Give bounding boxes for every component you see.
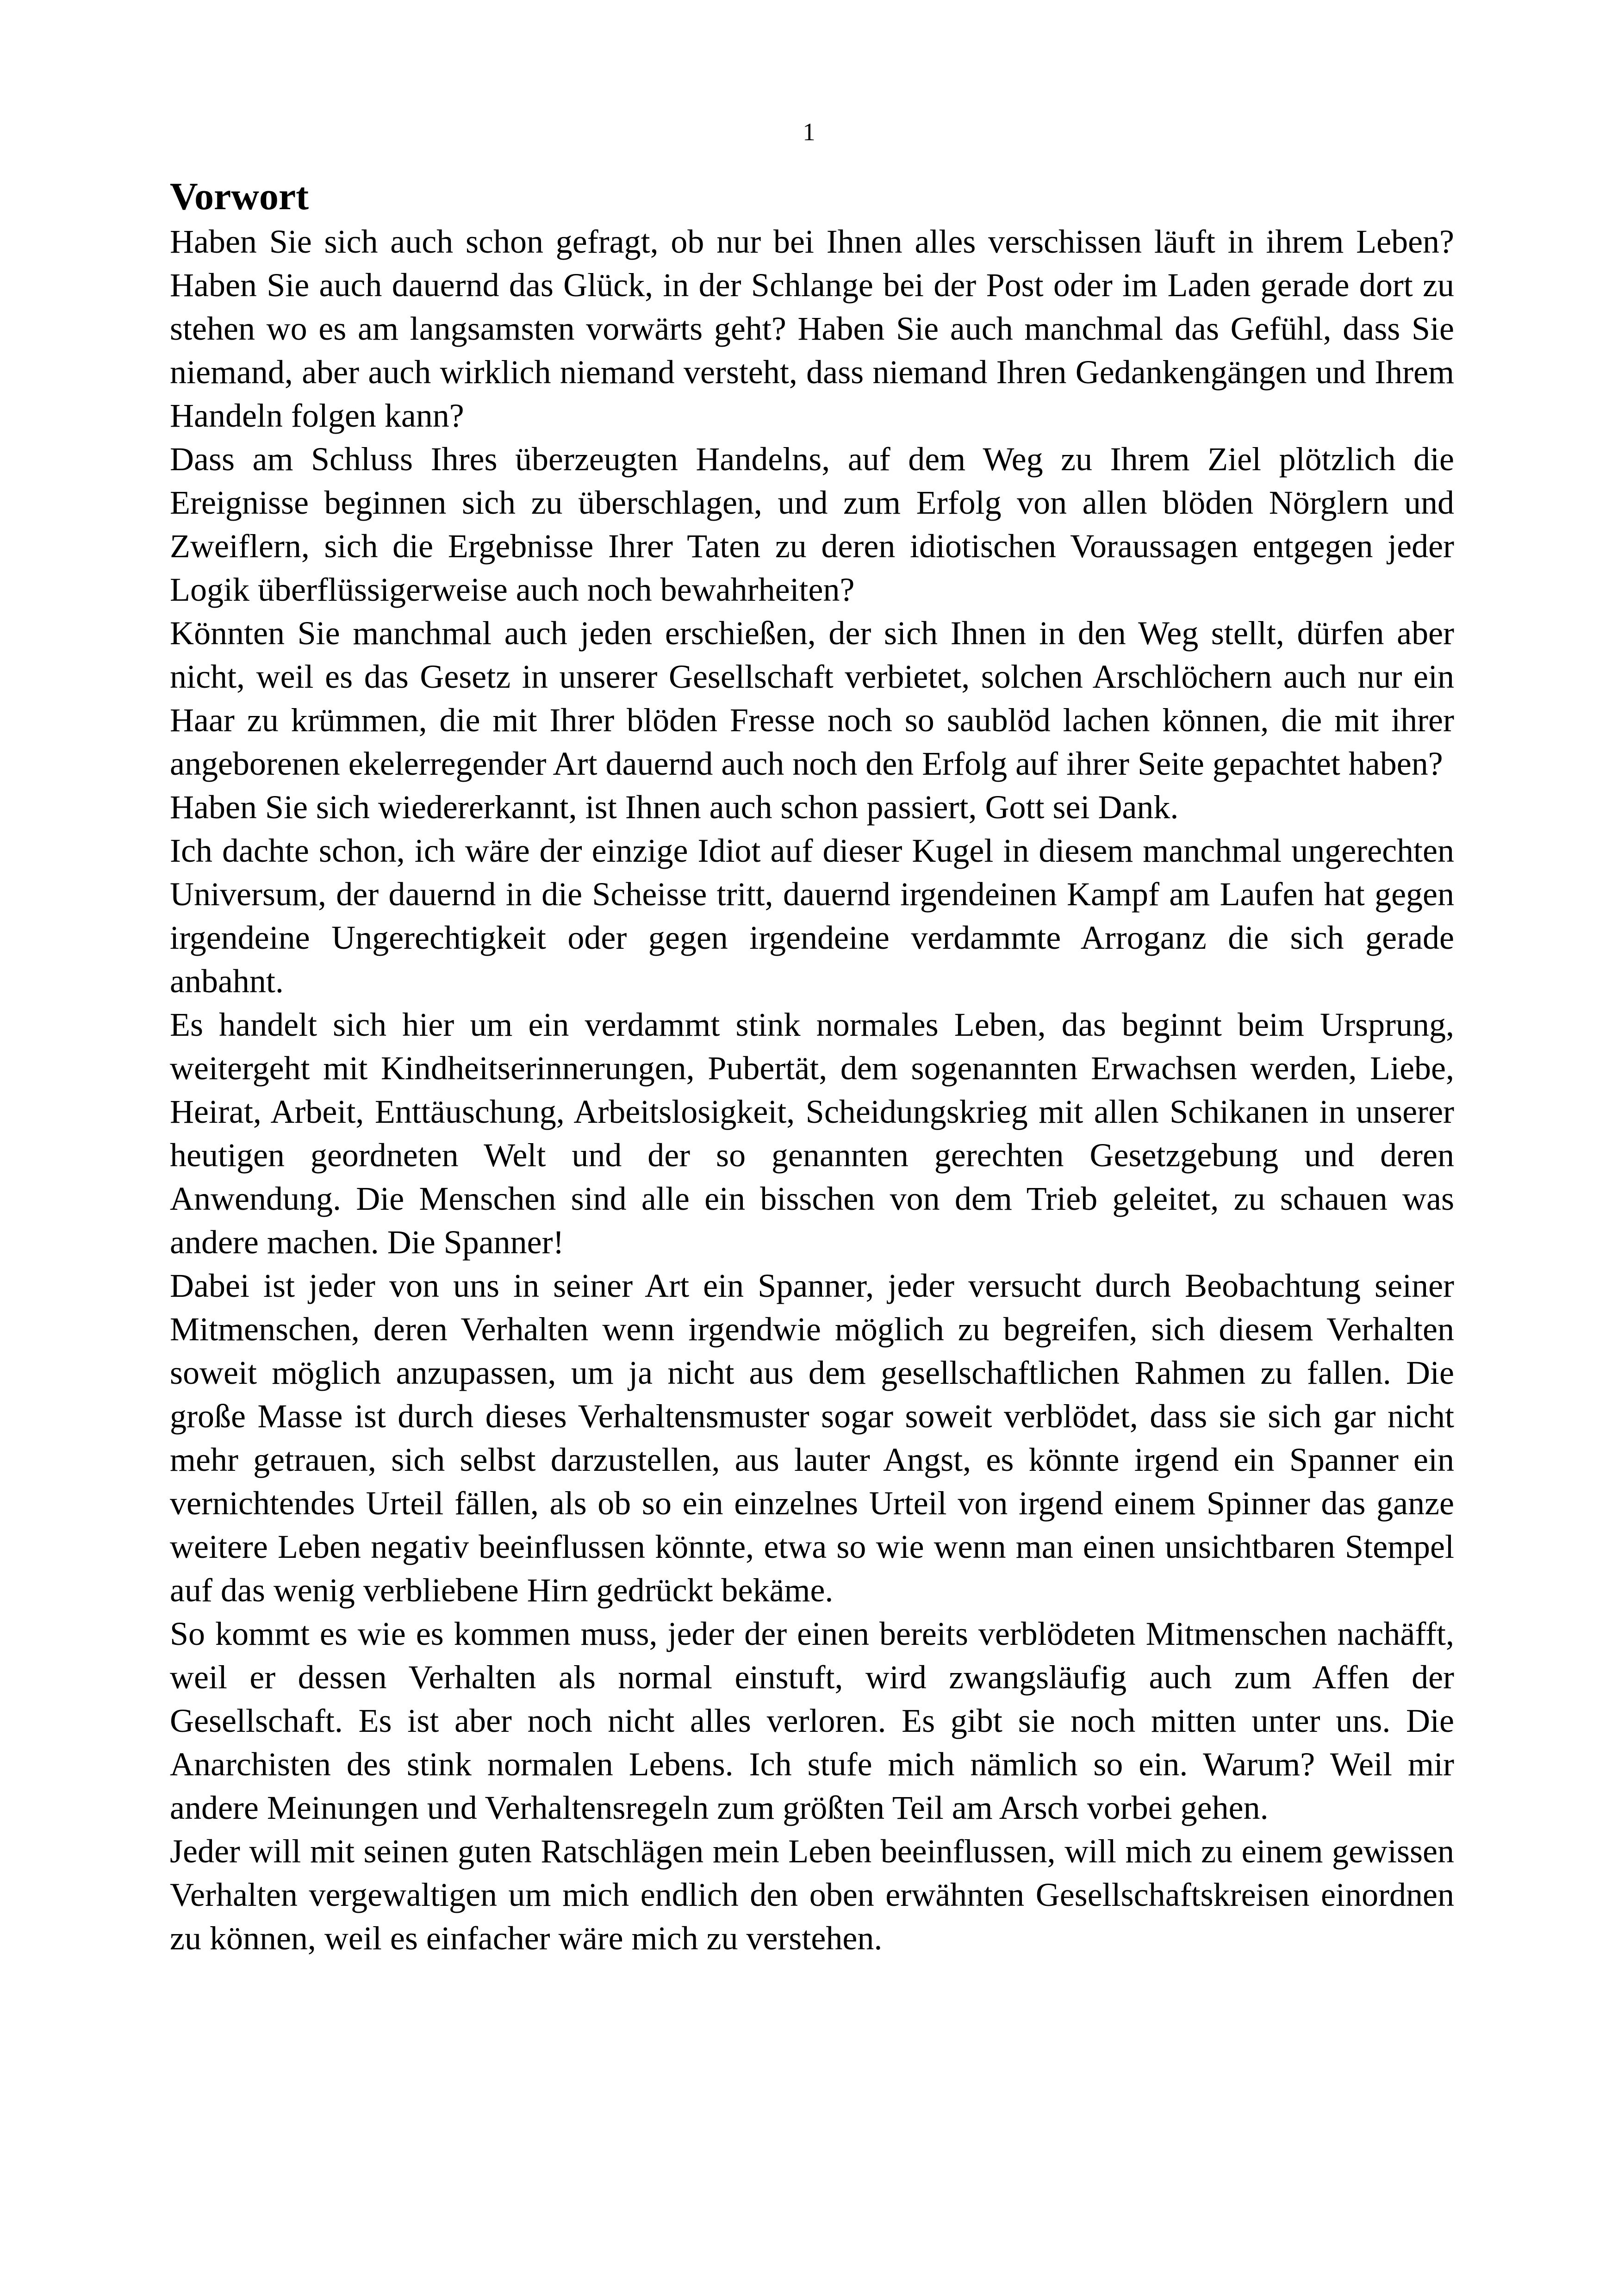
- paragraph: Haben Sie sich wiedererkannt, ist Ihnen auch schon passiert, Gott sei Dank.: [170, 789, 1179, 826]
- page-number: 1: [803, 118, 815, 146]
- paragraph: So kommt es wie es kommen muss, jeder der einen bereits verblödeten Mitmenschen nachäfft, weil er dessen Verhalten als normal einstuft, wird zwangsläufig auch zum Affen der Gesellschaft. Es ist aber noch nicht alles verloren. Es gibt sie noch mitten unter uns. Die Anarchisten des stink normalen Lebens. Ich stufe mich nämlich so ein. Warum? Weil mir andere Meinungen und Verhaltensregeln zum größten Teil am Arsch vorbei gehen.: [170, 1615, 1454, 1826]
- paragraph: Haben Sie sich auch schon gefragt, ob nur bei Ihnen alles verschissen läuft in ihrem Leben? Haben Sie auch dauernd das Glück, in der Schlange bei der Post oder im Laden gerade dort zu stehen wo es am langsamsten vorwärts geht? Haben Sie auch manchmal das Gefühl, dass Sie niemand, aber auch wirklich niemand versteht, dass niemand Ihren Gedankengängen und Ihrem Handeln folgen kann?: [170, 223, 1454, 434]
- paragraph: Jeder will mit seinen guten Ratschlägen mein Leben beeinflussen, will mich zu einem gewissen Verhalten vergewaltigen um mich endlich den oben erwähnten Gesellschaftskreisen einordnen zu können, weil es einfacher wäre mich zu verstehen.: [170, 1833, 1454, 1957]
- paragraph: Könnten Sie manchmal auch jeden erschießen, der sich Ihnen in den Weg stellt, dürfen aber nicht, weil es das Gesetz in unserer Gesellschaft verbietet, solchen Arschlöchern auch nur ein Haar zu krümmen, die mit Ihrer blöden Fresse noch so saublöd lachen können, die mit ihrer angeborenen ekelerregender Art dauernd auch noch den Erfolg auf ihrer Seite gepachtet haben?: [170, 615, 1454, 782]
- paragraph: Ich dachte schon, ich wäre der einzige Idiot auf dieser Kugel in diesem manchmal ungerechten Universum, der dauernd in die Scheisse tritt, dauernd irgendeinen Kampf am Laufen hat gegen irgendeine Ungerechtigkeit oder gegen irgendeine verdammte Arroganz die sich gerade anbahnt.: [170, 832, 1454, 1000]
- paragraph: Dabei ist jeder von uns in seiner Art ein Spanner, jeder versucht durch Beobachtung seiner Mitmenschen, deren Verhalten wenn irgendwie möglich zu begreifen, sich diesem Verhalten soweit möglich anzupassen, um ja nicht aus dem gesellschaftlichen Rahmen zu fallen. Die große Masse ist durch dieses Verhaltensmuster sogar soweit verblödet, dass sie sich gar nicht mehr getrauen, sich selbst darzustellen, aus lauter Angst, es könnte irgend ein Spanner ein vernichtendes Urteil fällen, als ob so ein einzelnes Urteil von irgend einem Spinner das ganze weitere Leben negativ beeinflussen könnte, etwa so wie wenn man einen unsichtbaren Stempel auf das wenig verbliebene Hirn gedrückt bekäme.: [170, 1267, 1454, 1609]
- paragraph: Dass am Schluss Ihres überzeugten Handelns, auf dem Weg zu Ihrem Ziel plötzlich die Ereignisse beginnen sich zu überschlagen, und zum Erfolg von allen blöden Nörglern und Zweiflern, sich die Ergebnisse Ihrer Taten zu deren idiotischen Voraussagen entgegen jeder Logik überflüssigerweise auch noch bewahrheiten?: [170, 441, 1454, 608]
- page-content: [170, 174, 1454, 1960]
- chapter-heading: Vorwort: [170, 175, 309, 218]
- paragraph: Es handelt sich hier um ein verdammt stink normales Leben, das beginnt beim Ursprung, weitergeht mit Kindheitserinnerungen, Pubertät, dem sogenannten Erwachsen werden, Liebe, Heirat, Arbeit, Enttäuschung, Arbeitslosigkeit, Scheidungskrieg mit allen Schikanen in unserer heutigen geordneten Welt und der so genannten gerechten Gesetzgebung und deren Anwendung. Die Menschen sind alle ein bisschen von dem Trieb geleitet, zu schauen was andere machen. Die Spanner!: [170, 1006, 1454, 1261]
